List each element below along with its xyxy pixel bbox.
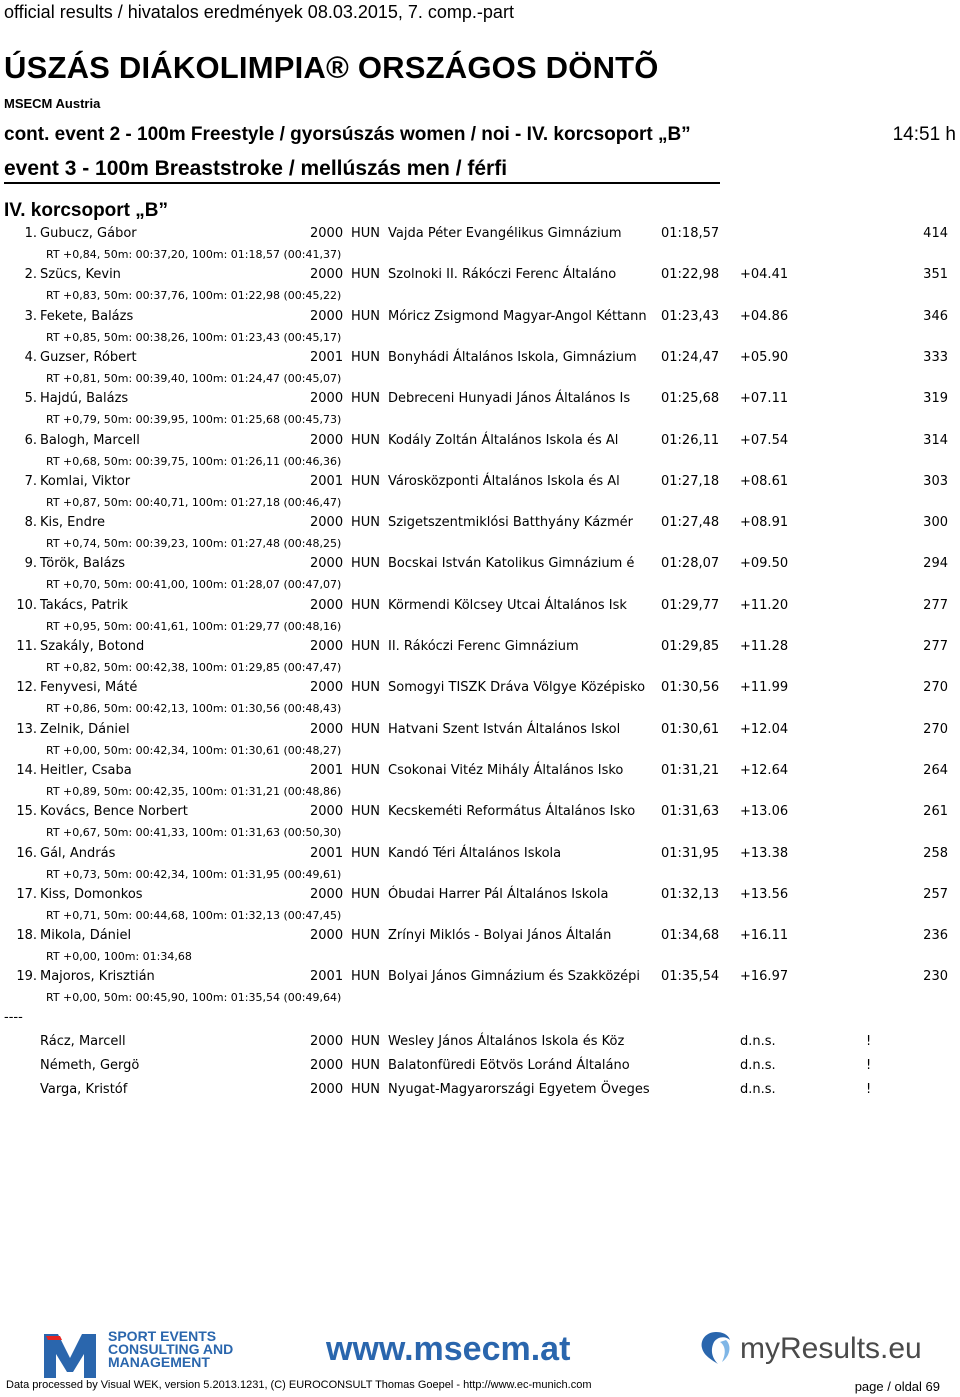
final-time: 01:28,07 — [661, 556, 720, 571]
rank: 1. — [24, 226, 37, 241]
nationality: HUN — [351, 846, 381, 861]
club-name: Óbudai Harrer Pál Általános Iskola — [388, 887, 609, 902]
time-difference: +08.91 — [740, 515, 789, 530]
sponsor-text — [108, 1330, 233, 1369]
myresults-icon — [696, 1330, 736, 1366]
athlete-name: Hajdú, Balázs — [40, 391, 129, 406]
birth-year: 2000 — [310, 1058, 344, 1073]
result-row — [0, 226, 960, 246]
final-time: 01:29,77 — [661, 598, 720, 613]
birth-year: 2000 — [310, 680, 344, 695]
athlete-name: Guzser, Róbert — [40, 350, 137, 365]
split-times: RT +0,85, 50m: 00:38,26, 100m: 01:23,43 (00:45,17) — [46, 331, 342, 344]
athlete-name: Takács, Patrik — [40, 598, 129, 613]
rank: 11. — [16, 639, 37, 654]
split-times: RT +0,81, 50m: 00:39,40, 100m: 01:24,47 (00:45,07) — [46, 372, 342, 385]
rank: 18. — [16, 928, 37, 943]
result-row — [0, 267, 960, 287]
time-difference: +11.20 — [740, 598, 789, 613]
final-time: 01:31,21 — [661, 763, 720, 778]
result-row — [0, 639, 960, 659]
club-name: Móricz Zsigmond Magyar-Angol Kéttann — [388, 309, 647, 324]
processed-by-text: Data processed by Visual WEK, version 5.2013.1231, (C) EUROCONSULT Thomas Goepel - http://www.ec-munich.com — [6, 1379, 592, 1391]
split-times: RT +0,68, 50m: 00:39,75, 100m: 01:26,11 (00:46,36) — [46, 455, 342, 468]
club-name: Bolyai János Gimnázium és Szakközépi — [388, 969, 640, 984]
final-time: 01:22,98 — [661, 267, 720, 282]
club-name: Bonyhádi Általános Iskola, Gimnázium — [388, 350, 637, 365]
rank: 6. — [24, 433, 37, 448]
points: 346 — [923, 309, 948, 324]
athlete-name: Rácz, Marcell — [40, 1034, 126, 1049]
final-time: 01:29,85 — [661, 639, 720, 654]
time-difference: +05.90 — [740, 350, 789, 365]
rank: 15. — [16, 804, 37, 819]
club-name: Bocskai István Katolikus Gimnázium é — [388, 556, 635, 571]
final-time: 01:30,61 — [661, 722, 720, 737]
dns-status: d.n.s. — [740, 1058, 776, 1073]
athlete-name: Majoros, Krisztián — [40, 969, 155, 984]
rank: 5. — [24, 391, 37, 406]
nationality: HUN — [351, 1034, 381, 1049]
nationality: HUN — [351, 556, 381, 571]
athlete-name: Kiss, Domonkos — [40, 887, 143, 902]
final-time: 01:30,56 — [661, 680, 720, 695]
final-time: 01:32,13 — [661, 887, 720, 902]
result-row — [0, 433, 960, 453]
split-times: RT +0,89, 50m: 00:42,35, 100m: 01:31,21 (00:48,86) — [46, 785, 342, 798]
result-row — [0, 722, 960, 742]
time-difference: +16.11 — [740, 928, 789, 943]
time-difference: +11.99 — [740, 680, 789, 695]
time-difference: +08.61 — [740, 474, 789, 489]
club-name: Zrínyi Miklós - Bolyai János Általán — [388, 928, 612, 943]
time-difference: +16.97 — [740, 969, 789, 984]
split-times: RT +0,67, 50m: 00:41,33, 100m: 01:31,63 (00:50,30) — [46, 826, 342, 839]
rank: 19. — [16, 969, 37, 984]
points: 314 — [923, 433, 948, 448]
nationality: HUN — [351, 804, 381, 819]
split-times: RT +0,74, 50m: 00:39,23, 100m: 01:27,48 (00:48,25) — [46, 537, 342, 550]
result-row — [0, 391, 960, 411]
athlete-name: Fekete, Balázs — [40, 309, 134, 324]
birth-year: 2000 — [310, 598, 344, 613]
points: 333 — [923, 350, 948, 365]
athlete-name: Török, Balázs — [40, 556, 126, 571]
separator: ---- — [4, 1010, 23, 1025]
points: 351 — [923, 267, 948, 282]
sponsor-line: MANAGEMENT — [108, 1354, 210, 1370]
points: 236 — [923, 928, 948, 943]
athlete-name: Varga, Kristóf — [40, 1082, 128, 1097]
athlete-name: Németh, Gergö — [40, 1058, 140, 1073]
final-time: 01:24,47 — [661, 350, 720, 365]
organizer: MSECM Austria — [4, 96, 101, 111]
event-3-heading: event 3 - 100m Breaststroke / mellúszás men / férfi — [4, 157, 508, 180]
club-name: Debreceni Hunyadi János Általános Is — [388, 391, 631, 406]
final-time: 01:26,11 — [661, 433, 720, 448]
time-difference: +13.06 — [740, 804, 789, 819]
club-name: Vajda Péter Evangélikus Gimnázium — [388, 226, 622, 241]
result-row — [0, 969, 960, 989]
birth-year: 2000 — [310, 1034, 344, 1049]
rank: 10. — [16, 598, 37, 613]
rank: 3. — [24, 309, 37, 324]
dns-row — [0, 1034, 960, 1054]
club-name: Csokonai Vitéz Mihály Általános Isko — [388, 763, 624, 778]
birth-year: 2000 — [310, 1082, 344, 1097]
points: 277 — [923, 639, 948, 654]
heading-underline — [4, 182, 720, 184]
dns-status: d.n.s. — [740, 1082, 776, 1097]
result-row — [0, 598, 960, 618]
club-name: Nyugat-Magyarországi Egyetem Öveges — [388, 1082, 650, 1097]
athlete-name: Fenyvesi, Máté — [40, 680, 138, 695]
final-time: 01:27,18 — [661, 474, 720, 489]
birth-year: 2000 — [310, 309, 344, 324]
nationality: HUN — [351, 598, 381, 613]
points: 261 — [923, 804, 948, 819]
final-time: 01:31,95 — [661, 846, 720, 861]
athlete-name: Heitler, Csaba — [40, 763, 132, 778]
rank: 7. — [24, 474, 37, 489]
final-time: 01:18,57 — [661, 226, 720, 241]
split-times: RT +0,87, 50m: 00:40,71, 100m: 01:27,18 (00:46,47) — [46, 496, 342, 509]
birth-year: 2000 — [310, 722, 344, 737]
athlete-name: Komlai, Viktor — [40, 474, 131, 489]
dns-row — [0, 1082, 960, 1102]
club-name: Kandó Téri Általános Iskola — [388, 846, 562, 861]
result-row — [0, 556, 960, 576]
split-times: RT +0,84, 50m: 00:37,20, 100m: 01:18,57 (00:41,37) — [46, 248, 342, 261]
points: 270 — [923, 722, 948, 737]
athlete-name: Kis, Endre — [40, 515, 105, 530]
nationality: HUN — [351, 433, 381, 448]
birth-year: 2000 — [310, 391, 344, 406]
birth-year: 2000 — [310, 226, 344, 241]
split-times: RT +0,82, 50m: 00:42,38, 100m: 01:29,85 (00:47,47) — [46, 661, 342, 674]
points: 257 — [923, 887, 948, 902]
rank: 8. — [24, 515, 37, 530]
athlete-name: Szakály, Botond — [40, 639, 145, 654]
website-link[interactable]: www.msecm.at — [326, 1330, 571, 1368]
birth-year: 2001 — [310, 763, 344, 778]
nationality: HUN — [351, 639, 381, 654]
dns-flag: ! — [866, 1034, 872, 1049]
split-times: RT +0,00, 100m: 01:34,68 — [46, 950, 192, 963]
points: 319 — [923, 391, 948, 406]
result-row — [0, 515, 960, 535]
nationality: HUN — [351, 1082, 381, 1097]
final-time: 01:23,43 — [661, 309, 720, 324]
nationality: HUN — [351, 515, 381, 530]
result-row — [0, 804, 960, 824]
points: 258 — [923, 846, 948, 861]
club-name: Szigetszentmiklósi Batthyány Kázmér — [388, 515, 633, 530]
athlete-name: Zelnik, Dániel — [40, 722, 130, 737]
birth-year: 2001 — [310, 846, 344, 861]
athlete-name: Gál, András — [40, 846, 116, 861]
split-times: RT +0,73, 50m: 00:42,34, 100m: 01:31,95 (00:49,61) — [46, 868, 342, 881]
rank: 2. — [24, 267, 37, 282]
event-2-heading: cont. event 2 - 100m Freestyle / gyorsúszás women / noi - IV. korcsoport „B” — [4, 124, 691, 145]
birth-year: 2000 — [310, 804, 344, 819]
athlete-name: Szücs, Kevin — [40, 267, 121, 282]
time-difference: +13.38 — [740, 846, 789, 861]
result-row — [0, 763, 960, 783]
birth-year: 2000 — [310, 639, 344, 654]
birth-year: 2000 — [310, 433, 344, 448]
club-name: Körmendi Kölcsey Utcai Általános Isk — [388, 598, 627, 613]
nationality: HUN — [351, 680, 381, 695]
club-name: Szolnoki II. Rákóczi Ferenc Általáno — [388, 267, 617, 282]
nationality: HUN — [351, 350, 381, 365]
dns-flag: ! — [866, 1058, 872, 1073]
split-times: RT +0,95, 50m: 00:41,61, 100m: 01:29,77 (00:48,16) — [46, 620, 342, 633]
print-time: 14:51 h — [892, 124, 956, 145]
split-times: RT +0,70, 50m: 00:41,00, 100m: 01:28,07 (00:47,07) — [46, 578, 342, 591]
dns-flag: ! — [866, 1082, 872, 1097]
birth-year: 2000 — [310, 556, 344, 571]
rank: 4. — [24, 350, 37, 365]
page-title: ÚSZÁS DIÁKOLIMPIA® ORSZÁGOS DÖNTÕ — [4, 50, 659, 85]
athlete-name: Balogh, Marcell — [40, 433, 140, 448]
athlete-name: Kovács, Bence Norbert — [40, 804, 188, 819]
club-name: Városközponti Általános Iskola és Al — [388, 474, 620, 489]
nationality: HUN — [351, 887, 381, 902]
points: 264 — [923, 763, 948, 778]
club-name: Somogyi TISZK Dráva Völgye Középisko — [388, 680, 646, 695]
result-row — [0, 350, 960, 370]
birth-year: 2000 — [310, 515, 344, 530]
sponsor-line: SPORT EVENTS — [108, 1328, 217, 1344]
club-name: Kecskeméti Református Általános Isko — [388, 804, 636, 819]
result-row — [0, 846, 960, 866]
nationality: HUN — [351, 474, 381, 489]
rank: 16. — [16, 846, 37, 861]
club-name: Wesley János Általános Iskola és Köz — [388, 1034, 625, 1049]
time-difference: +09.50 — [740, 556, 789, 571]
rank: 12. — [16, 680, 37, 695]
time-difference: +07.54 — [740, 433, 789, 448]
sponsor-line: CONSULTING AND — [108, 1341, 234, 1357]
birth-year: 2001 — [310, 350, 344, 365]
myresults-logo-text: myResults.eu — [740, 1332, 922, 1365]
points: 414 — [923, 226, 948, 241]
result-row — [0, 887, 960, 907]
split-times: RT +0,71, 50m: 00:44,68, 100m: 01:32,13 (00:47,45) — [46, 909, 342, 922]
birth-year: 2000 — [310, 928, 344, 943]
nationality: HUN — [351, 763, 381, 778]
rank: 17. — [16, 887, 37, 902]
final-time: 01:34,68 — [661, 928, 720, 943]
split-times: RT +0,86, 50m: 00:42,13, 100m: 01:30,56 (00:48,43) — [46, 702, 342, 715]
final-time: 01:25,68 — [661, 391, 720, 406]
time-difference: +07.11 — [740, 391, 789, 406]
time-difference: +04.41 — [740, 267, 789, 282]
nationality: HUN — [351, 391, 381, 406]
nationality: HUN — [351, 309, 381, 324]
final-time: 01:27,48 — [661, 515, 720, 530]
rank: 14. — [16, 763, 37, 778]
athlete-name: Gubucz, Gábor — [40, 226, 137, 241]
club-name: Hatvani Szent István Általános Iskol — [388, 722, 621, 737]
dns-status: d.n.s. — [740, 1034, 776, 1049]
points: 230 — [923, 969, 948, 984]
time-difference: +12.04 — [740, 722, 789, 737]
birth-year: 2000 — [310, 887, 344, 902]
page-number: page / oldal 69 — [854, 1379, 940, 1394]
rank: 9. — [24, 556, 37, 571]
points: 270 — [923, 680, 948, 695]
birth-year: 2000 — [310, 267, 344, 282]
age-group-heading: IV. korcsoport „B” — [4, 200, 169, 221]
time-difference: +13.56 — [740, 887, 789, 902]
points: 294 — [923, 556, 948, 571]
points: 277 — [923, 598, 948, 613]
results-header-line: official results / hivatalos eredmények 08.03.2015, 7. comp.-part — [4, 2, 514, 22]
club-name: Balatonfüredi Eötvös Loránd Általáno — [388, 1058, 630, 1073]
result-row — [0, 474, 960, 494]
split-times: RT +0,00, 50m: 00:45,90, 100m: 01:35,54 (00:49,64) — [46, 991, 342, 1004]
final-time: 01:31,63 — [661, 804, 720, 819]
nationality: HUN — [351, 722, 381, 737]
result-row — [0, 928, 960, 948]
result-row — [0, 309, 960, 329]
msecm-logo — [40, 1328, 110, 1380]
nationality: HUN — [351, 928, 381, 943]
nationality: HUN — [351, 226, 381, 241]
points: 300 — [923, 515, 948, 530]
club-name: II. Rákóczi Ferenc Gimnázium — [388, 639, 579, 654]
dns-row — [0, 1058, 960, 1078]
split-times: RT +0,79, 50m: 00:39,95, 100m: 01:25,68 (00:45,73) — [46, 413, 342, 426]
split-times: RT +0,00, 50m: 00:42,34, 100m: 01:30,61 (00:48,27) — [46, 744, 342, 757]
points: 303 — [923, 474, 948, 489]
time-difference: +11.28 — [740, 639, 789, 654]
nationality: HUN — [351, 969, 381, 984]
final-time: 01:35,54 — [661, 969, 720, 984]
nationality: HUN — [351, 267, 381, 282]
split-times: RT +0,83, 50m: 00:37,76, 100m: 01:22,98 (00:45,22) — [46, 289, 342, 302]
result-row — [0, 680, 960, 700]
nationality: HUN — [351, 1058, 381, 1073]
club-name: Kodály Zoltán Általános Iskola és Al — [388, 433, 619, 448]
birth-year: 2001 — [310, 474, 344, 489]
time-difference: +12.64 — [740, 763, 789, 778]
athlete-name: Mikola, Dániel — [40, 928, 132, 943]
footer — [0, 1320, 960, 1397]
rank: 13. — [16, 722, 37, 737]
time-difference: +04.86 — [740, 309, 789, 324]
birth-year: 2001 — [310, 969, 344, 984]
